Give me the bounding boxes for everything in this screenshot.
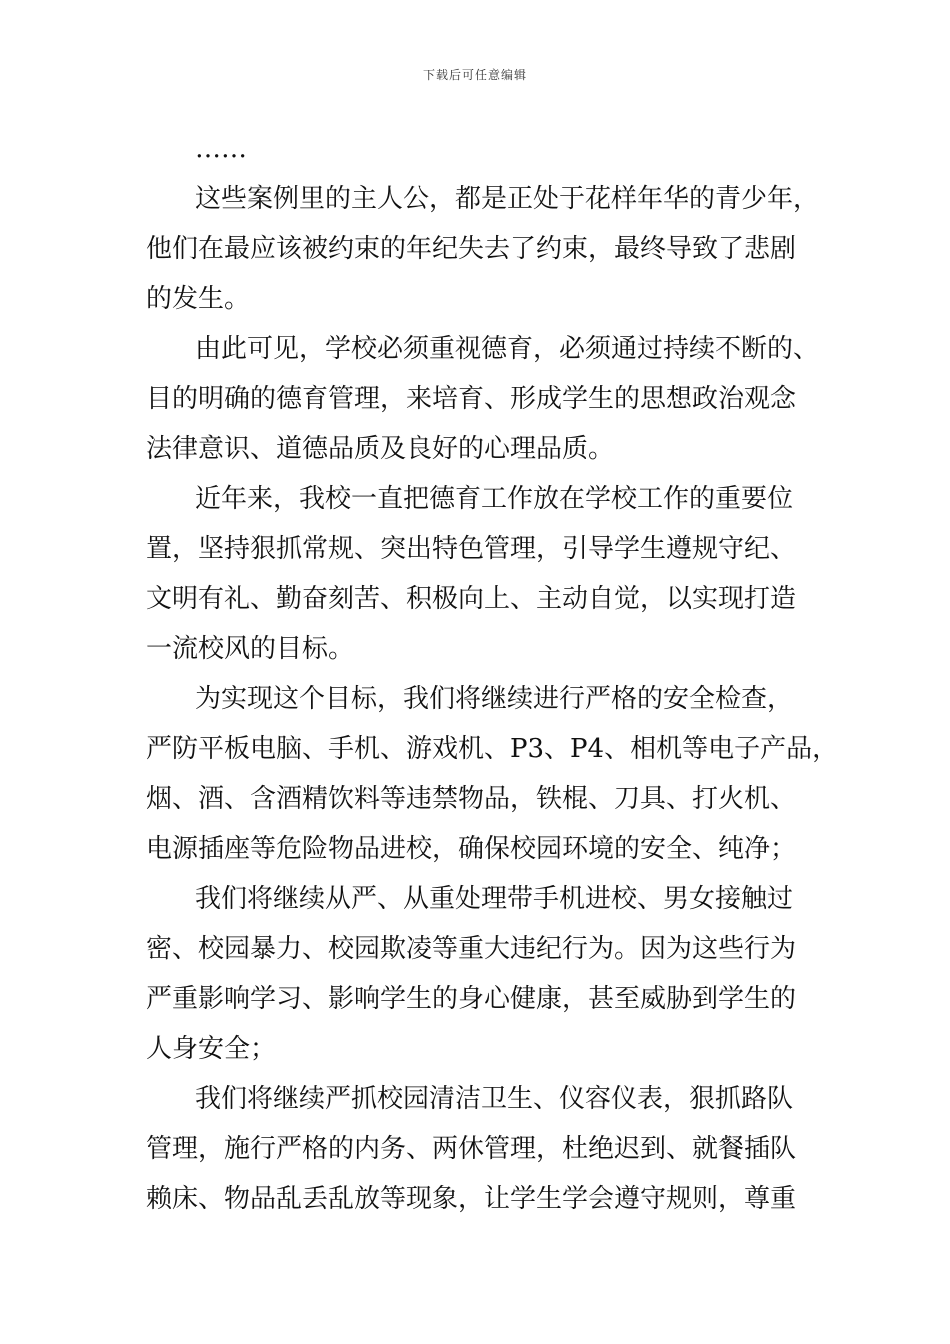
text-line: 为实现这个目标，我们将继续进行严格的安全检查， bbox=[195, 684, 794, 714]
text-line: 目的明确的德育管理，来培育、形成学生的思想政治观念 bbox=[146, 384, 797, 414]
text-line: 严防平板电脑、手机、游戏机、P3、P4、相机等电子产品， bbox=[146, 734, 839, 764]
text-line: 电源插座等危险物品进校，确保校园环境的安全、纯净； bbox=[146, 834, 797, 864]
text-line: 严重影响学习、影响学生的身心健康，甚至威胁到学生的 bbox=[146, 984, 797, 1014]
text-line: 的发生。 bbox=[146, 284, 251, 314]
text-line: 这些案例里的主人公，都是正处于花样年华的青少年， bbox=[195, 184, 820, 214]
text-line: 我们将继续严抓校园清洁卫生、仪容仪表，狠抓路队 bbox=[195, 1084, 794, 1114]
text-line: 他们在最应该被约束的年纪失去了约束，最终导致了悲剧 bbox=[146, 234, 797, 264]
page-header-note: 下载后可任意编辑 bbox=[422, 68, 527, 82]
text-line: 人身安全； bbox=[146, 1034, 277, 1064]
text-line: 由此可见，学校必须重视德育，必须通过持续不断的、 bbox=[195, 334, 820, 364]
text-line: 我们将继续从严、从重处理带手机进校、男女接触过 bbox=[195, 884, 794, 914]
text-line: 烟、酒、含酒精饮料等违禁物品，铁棍、刀具、打火机、 bbox=[146, 784, 797, 814]
text-line: …… bbox=[195, 134, 247, 164]
text-line: 密、校园暴力、校园欺凌等重大违纪行为。因为这些行为 bbox=[146, 934, 797, 964]
text-line: 近年来，我校一直把德育工作放在学校工作的重要位 bbox=[195, 484, 794, 514]
text-line: 一流校风的目标。 bbox=[146, 634, 355, 664]
text-line: 文明有礼、勤奋刻苦、积极向上、主动自觉，以实现打造 bbox=[146, 584, 797, 614]
text-line: 置，坚持狠抓常规、突出特色管理，引导学生遵规守纪、 bbox=[146, 534, 797, 564]
text-line: 法律意识、道德品质及良好的心理品质。 bbox=[146, 434, 615, 464]
document-body bbox=[146, 124, 839, 1224]
text-line: 管理，施行严格的内务、两休管理，杜绝迟到、就餐插队 bbox=[146, 1134, 797, 1164]
text-line: 赖床、物品乱丢乱放等现象，让学生学会遵守规则，尊重 bbox=[146, 1184, 797, 1214]
